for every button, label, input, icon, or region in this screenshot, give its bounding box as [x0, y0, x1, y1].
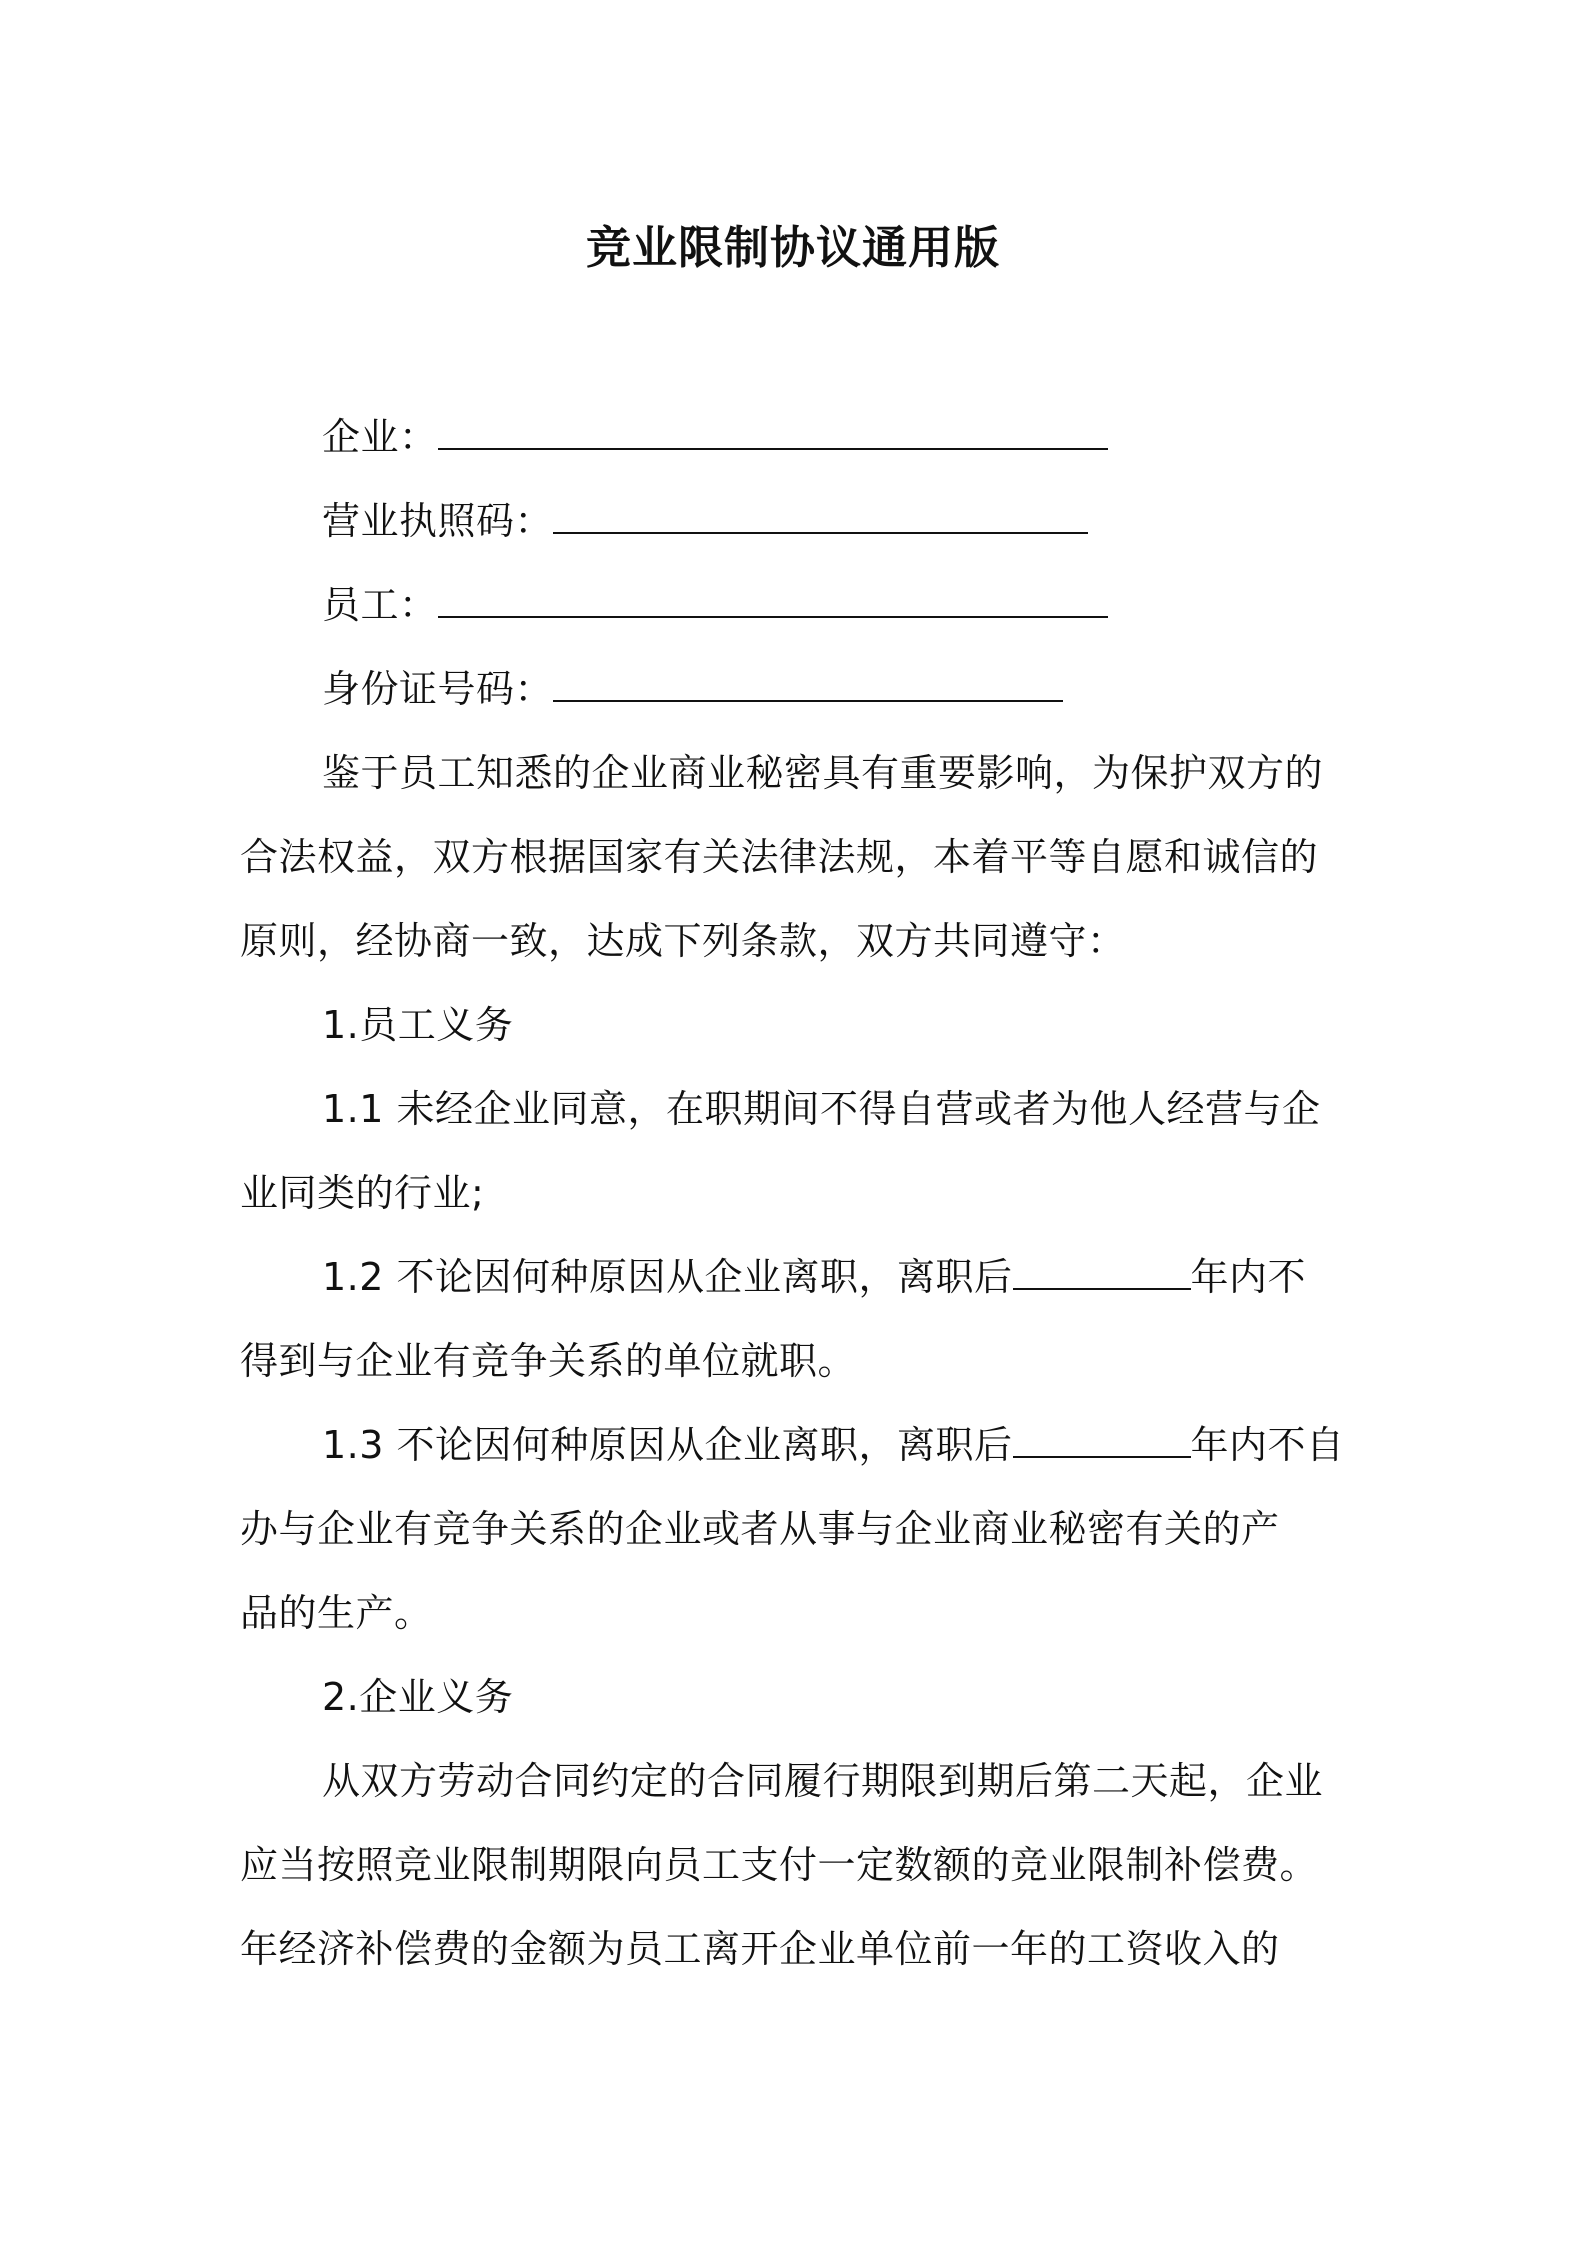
field-id-number	[322, 662, 1063, 716]
field-company	[322, 410, 1108, 464]
preamble-line: 合法权益，双方根据国家有关法律法规，本着平等自愿和诚信的	[240, 835, 1319, 879]
section2-paragraph: 应当按照竞业限制期限向员工支付一定数额的竞业限制补偿费。	[240, 1843, 1319, 1887]
years-blank[interactable]	[1013, 1422, 1191, 1458]
clause-1-1-cont: 业同类的行业;	[240, 1171, 485, 1215]
years-blank[interactable]	[1013, 1254, 1191, 1290]
field-business-license-label: 营业执照码：	[322, 499, 554, 543]
field-employee-label: 员工：	[322, 583, 438, 627]
business-license-blank[interactable]	[553, 498, 1088, 534]
field-id-number-label: 身份证号码：	[322, 667, 554, 711]
preamble-line: 鉴于员工知悉的企业商业秘密具有重要影响，为保护双方的	[322, 751, 1324, 795]
clause-1-2-cont: 得到与企业有竞争关系的单位就职。	[240, 1339, 857, 1383]
field-business-license	[322, 494, 1088, 548]
section2-paragraph: 从双方劳动合同约定的合同履行期限到期后第二天起，企业	[322, 1759, 1324, 1803]
employee-blank[interactable]	[438, 582, 1108, 618]
clause-1-2-pre: 1.2 不论因何种原因从企业离职，离职后	[322, 1255, 1013, 1299]
clause-1-1: 1.1 未经企业同意，在职期间不得自营或者为他人经营与企	[322, 1087, 1321, 1131]
clause-1-3-cont: 办与企业有竞争关系的企业或者从事与企业商业秘密有关的产	[240, 1507, 1280, 1551]
clause-1-3-post: 年内不自	[1190, 1423, 1345, 1467]
section2-paragraph: 年经济补偿费的金额为员工离开企业单位前一年的工资收入的	[240, 1927, 1280, 1971]
section2-heading: 2.企业义务	[322, 1675, 514, 1719]
document-title: 竞业限制协议通用版	[585, 221, 1000, 274]
company-blank[interactable]	[438, 414, 1108, 450]
clause-1-2-post: 年内不	[1190, 1255, 1307, 1299]
clause-1-2	[322, 1250, 1306, 1304]
section1-heading: 1.员工义务	[322, 1003, 514, 1047]
clause-1-3	[322, 1418, 1345, 1472]
id-number-blank[interactable]	[553, 666, 1063, 702]
field-company-label: 企业：	[322, 415, 438, 459]
clause-1-3-pre: 1.3 不论因何种原因从企业离职，离职后	[322, 1423, 1013, 1467]
field-employee	[322, 578, 1108, 632]
preamble-line: 原则，经协商一致，达成下列条款，双方共同遵守：	[240, 919, 1126, 963]
clause-1-3-cont: 品的生产。	[240, 1591, 433, 1635]
